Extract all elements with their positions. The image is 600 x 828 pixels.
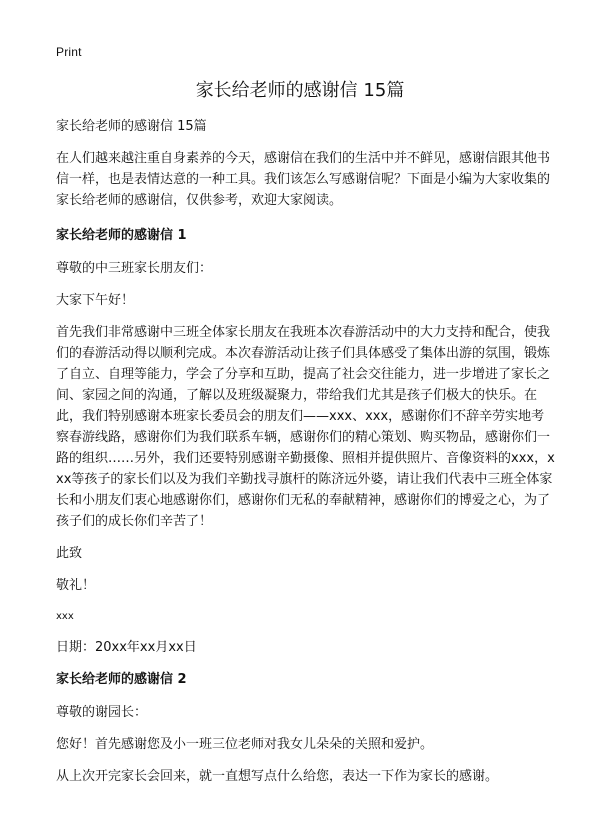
intro-paragraph: 在人们越来越注重自身素养的今天，感谢信在我们的生活中并不鲜见，感谢信跟其他书信一样，也是表情达意的一种工具。我们该怎么写感谢信呢？下面是小编为大家收集的家长给老师的感谢信，仅供参考，欢迎大家阅读。 bbox=[56, 151, 551, 208]
section-2 bbox=[56, 669, 556, 787]
section-1-heading: 家长给老师的感谢信 1 bbox=[56, 228, 187, 243]
section-1-closing-line-1: 此致 bbox=[56, 546, 83, 561]
document-subtitle: 家长给老师的感谢信 15篇 bbox=[56, 119, 207, 134]
section-1-closing-line-2: 敬礼！ bbox=[56, 578, 96, 593]
section-1-body: 首先我们非常感谢中三班全体家长朋友在我班本次春游活动中的大力支持和配合，使我们的春游活动得以顺利完成。本次春游活动让孩子们具体感受了集体出游的氛围，锻炼了自立、自理等能力，学会了分享和互助，提高了社会交往能力，进一步增进了家长之间、家园之间的沟通，了解以及班级凝聚力，带给我们尤其是孩子们极大的快乐。在此，我们特别感谢本班家长委员会的朋友们——xxx、xxx，感谢你们不辞辛劳实地考察春游线路，感谢你们为我们联系车辆，感谢你们的精心策划、购买物品，感谢你们一路的组织……另外，我们还要特别感谢辛勤摄像、照相并提供照片、音像资料的xxx，xxx等孩子的家长们以及为我们辛勤找寻旗杆的陈济远外婆，请让我们代表中三班全体家长和小朋友们衷心地感谢你们，感谢你们无私的奉献精神，感谢你们的博爱之心，为了孩子们的成长你们辛苦了！ bbox=[56, 325, 555, 529]
section-2-heading: 家长给老师的感谢信 2 bbox=[56, 672, 187, 687]
section-2-paragraph-2: 从上次开完家长会回来，就一直想写点什么给您，表达一下作为家长的感谢。 bbox=[56, 769, 499, 784]
document-content bbox=[56, 116, 556, 798]
print-link[interactable]: Print bbox=[56, 45, 82, 59]
section-1-signature: xxx bbox=[56, 611, 74, 622]
page-title: 家长给老师的感谢信 15篇 bbox=[195, 80, 405, 101]
section-2-paragraph-1: 您好！首先感谢您及小一班三位老师对我女儿朵朵的关照和爱护。 bbox=[56, 737, 434, 752]
section-1-greeting: 大家下午好！ bbox=[56, 293, 135, 308]
section-1-date: 日期：20xx年xx月xx日 bbox=[56, 640, 197, 655]
section-2-salutation: 尊敬的谢园长： bbox=[56, 705, 148, 720]
section-1 bbox=[56, 225, 556, 658]
section-1-salutation: 尊敬的中三班家长朋友们： bbox=[56, 261, 213, 276]
